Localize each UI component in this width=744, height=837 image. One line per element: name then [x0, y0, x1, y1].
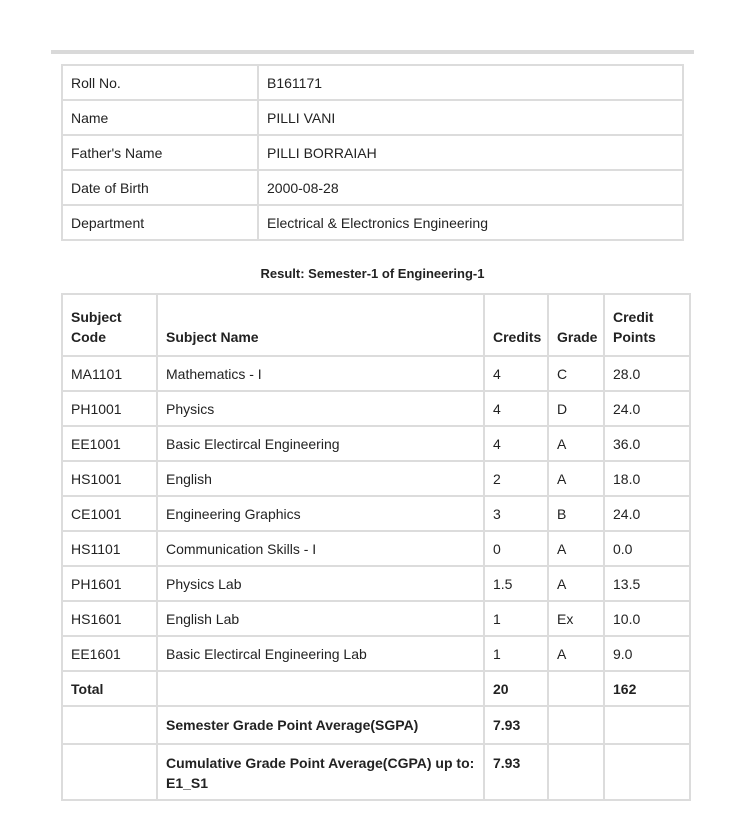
subject-code-cell: EE1601	[62, 636, 157, 671]
header-credits: Credits	[484, 294, 548, 356]
grade-cell: A	[548, 566, 604, 601]
total-empty-cell	[157, 671, 484, 706]
subject-code-cell: HS1001	[62, 461, 157, 496]
credit-points-cell: 10.0	[604, 601, 690, 636]
subject-name-cell: Communication Skills - I	[157, 531, 484, 566]
cgpa-empty-cell	[548, 744, 604, 800]
credit-points-cell: 0.0	[604, 531, 690, 566]
grade-row	[62, 461, 690, 496]
subject-name-cell: Basic Electircal Engineering Lab	[157, 636, 484, 671]
info-label: Name	[62, 100, 258, 135]
grade-row	[62, 496, 690, 531]
grade-cell: A	[548, 426, 604, 461]
sgpa-empty-cell	[604, 706, 690, 744]
credit-points-cell: 36.0	[604, 426, 690, 461]
total-points: 162	[604, 671, 690, 706]
grade-cell: A	[548, 531, 604, 566]
subject-name-cell: Engineering Graphics	[157, 496, 484, 531]
info-row	[62, 170, 683, 205]
subject-name-cell: Physics	[157, 391, 484, 426]
cgpa-empty-cell	[604, 744, 690, 800]
subject-name-cell: English	[157, 461, 484, 496]
credits-cell: 1.5	[484, 566, 548, 601]
info-value: PILLI BORRAIAH	[258, 135, 683, 170]
credits-cell: 2	[484, 461, 548, 496]
credits-cell: 3	[484, 496, 548, 531]
credit-points-cell: 24.0	[604, 391, 690, 426]
info-row	[62, 135, 683, 170]
cgpa-empty-cell	[62, 744, 157, 800]
info-value: B161171	[258, 65, 683, 100]
subject-name-cell: English Lab	[157, 601, 484, 636]
grade-cell: D	[548, 391, 604, 426]
grade-cell: C	[548, 356, 604, 391]
grade-row	[62, 636, 690, 671]
cgpa-value: 7.93	[484, 744, 548, 800]
total-label: Total	[62, 671, 157, 706]
info-row	[62, 100, 683, 135]
subject-code-cell: PH1001	[62, 391, 157, 426]
subject-name-cell: Basic Electircal Engineering	[157, 426, 484, 461]
info-value: PILLI VANI	[258, 100, 683, 135]
grade-cell: A	[548, 636, 604, 671]
info-label: Roll No.	[62, 65, 258, 100]
credits-cell: 4	[484, 426, 548, 461]
subject-code-cell: HS1601	[62, 601, 157, 636]
subject-code-cell: EE1001	[62, 426, 157, 461]
total-empty-cell	[548, 671, 604, 706]
grade-cell: A	[548, 461, 604, 496]
sgpa-row	[62, 706, 690, 744]
info-value: 2000-08-28	[258, 170, 683, 205]
grade-row	[62, 356, 690, 391]
grades-header-row	[62, 294, 690, 356]
subject-name-cell: Physics Lab	[157, 566, 484, 601]
info-row	[62, 65, 683, 100]
credit-points-cell: 13.5	[604, 566, 690, 601]
credits-cell: 0	[484, 531, 548, 566]
grade-cell: B	[548, 496, 604, 531]
credit-points-cell: 9.0	[604, 636, 690, 671]
credit-points-cell: 18.0	[604, 461, 690, 496]
info-row	[62, 205, 683, 240]
sgpa-value: 7.93	[484, 706, 548, 744]
grade-row	[62, 426, 690, 461]
credits-cell: 4	[484, 391, 548, 426]
total-row	[62, 671, 690, 706]
grades-table	[61, 293, 691, 801]
subject-code-cell: HS1101	[62, 531, 157, 566]
student-info-table	[61, 64, 684, 241]
grade-cell: Ex	[548, 601, 604, 636]
sgpa-label: Semester Grade Point Average(SGPA)	[157, 706, 484, 744]
grade-row	[62, 531, 690, 566]
subject-code-cell: PH1601	[62, 566, 157, 601]
info-label: Department	[62, 205, 258, 240]
subject-name-cell: Mathematics - I	[157, 356, 484, 391]
credits-cell: 4	[484, 356, 548, 391]
header-grade: Grade	[548, 294, 604, 356]
sgpa-empty-cell	[62, 706, 157, 744]
subject-code-cell: CE1001	[62, 496, 157, 531]
cgpa-row	[62, 744, 690, 800]
credits-cell: 1	[484, 636, 548, 671]
credits-cell: 1	[484, 601, 548, 636]
grade-row	[62, 391, 690, 426]
info-label: Father's Name	[62, 135, 258, 170]
cgpa-label: Cumulative Grade Point Average(CGPA) up to: E1_S1	[157, 744, 484, 800]
result-title: Result: Semester-1 of Engineering-1	[260, 266, 485, 281]
total-credits: 20	[484, 671, 548, 706]
info-value: Electrical & Electronics Engineering	[258, 205, 683, 240]
header-credit-points: Credit Points	[604, 294, 690, 356]
credit-points-cell: 24.0	[604, 496, 690, 531]
sgpa-empty-cell	[548, 706, 604, 744]
grade-row	[62, 566, 690, 601]
credit-points-cell: 28.0	[604, 356, 690, 391]
header-subject-name: Subject Name	[157, 294, 484, 356]
grade-row	[62, 601, 690, 636]
subject-code-cell: MA1101	[62, 356, 157, 391]
header-subject-code: Subject Code	[62, 294, 157, 356]
top-divider	[51, 50, 694, 54]
info-label: Date of Birth	[62, 170, 258, 205]
